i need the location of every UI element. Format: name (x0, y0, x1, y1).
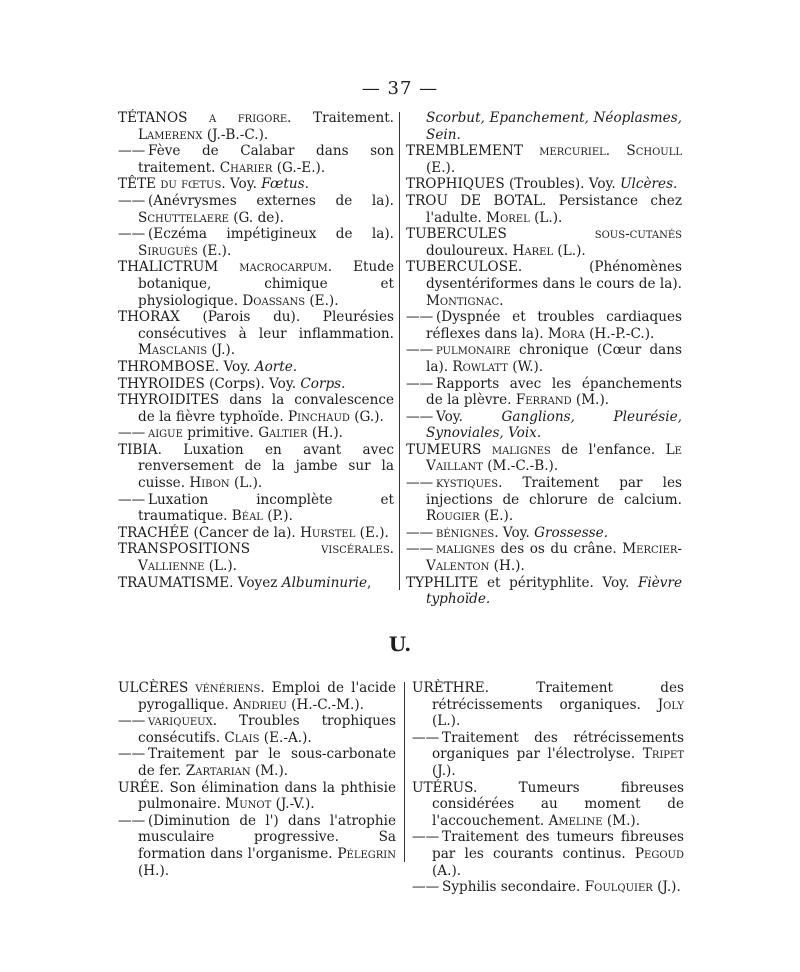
entry-text: Traitement par le sous-carbonate de fer. (138, 746, 396, 779)
entry-text: TÊTE (118, 176, 161, 193)
index-entry (118, 376, 394, 393)
author-or-qualifier: malignes (491, 441, 551, 458)
ditto-dash: —— (406, 524, 434, 541)
index-entry (406, 259, 682, 309)
author-or-qualifier: Galtier (258, 425, 308, 442)
index-entry (118, 425, 394, 442)
index-column-right-bottom (412, 680, 684, 896)
index-entry (406, 409, 682, 442)
index-entry (406, 376, 682, 409)
index-entry (406, 525, 682, 542)
author-or-qualifier: Le Vaillant (426, 441, 682, 475)
entry-text: de l'enfance. (550, 441, 666, 458)
cross-reference: Fièvre typhoïde. (426, 574, 682, 608)
entry-text: . (389, 541, 394, 558)
entry-text: Luxation incomplète et traumatique. (138, 491, 394, 525)
entry-text: (M.-C.-B.). (482, 458, 559, 475)
entry-text: . Voy. (494, 524, 535, 541)
entry-text: Syphilis secondaire. (442, 879, 585, 896)
author-or-qualifier: viscérales (321, 541, 390, 558)
author-or-qualifier: Montignac. (426, 292, 504, 309)
ditto-dash: —— (406, 408, 434, 425)
cross-reference: Albuminurie (281, 574, 368, 591)
index-entry (406, 193, 682, 226)
entry-text: (H.). (307, 425, 343, 442)
entry-text: (L.). (553, 242, 586, 259)
index-entry (118, 309, 394, 359)
entry-text: . Troubles trophiques consécutifs. (138, 713, 396, 746)
entry-text: (E.). (355, 524, 389, 541)
index-entry (412, 829, 684, 879)
index-entry (412, 730, 684, 780)
cross-reference: Scorbut, Epanchement, Néoplasmes, Sein. (426, 110, 682, 143)
author-or-qualifier: Pegoud (634, 845, 684, 862)
ditto-dash: —— (118, 812, 146, 829)
entry-text: (E.). (426, 159, 456, 176)
author-or-qualifier: Rougier (426, 508, 480, 525)
entry-text: chronique (Cœur dans la). (426, 342, 682, 375)
index-entry (118, 575, 394, 592)
entry-text: Traitement des tumeurs fibreuses par les courants continus. (432, 829, 684, 862)
cross-reference: Fœtus. (261, 176, 309, 193)
author-or-qualifier: Rowlatt (452, 358, 508, 375)
ditto-dash: —— (412, 829, 440, 846)
index-entry (118, 780, 396, 813)
entry-text: (W.). (507, 358, 544, 375)
index-entry (118, 193, 394, 226)
entry-text: TRANSPOSITIONS (118, 541, 322, 558)
ditto-dash: —— (118, 425, 146, 442)
index-entry (118, 176, 394, 193)
author-or-qualifier: Schuttelaere (138, 209, 229, 226)
cross-reference: Ulcères. (620, 176, 678, 193)
cross-reference: Grossesse. (534, 524, 609, 541)
entry-text: (H.). (138, 862, 170, 879)
entry-text: TRAUMATISME. Voyez (118, 574, 282, 591)
index-entry (412, 780, 684, 830)
author-or-qualifier: Tripet (642, 746, 684, 763)
author-or-qualifier: Mercier-Valenton (426, 541, 682, 575)
ditto-dash: —— (412, 729, 440, 746)
author-or-qualifier: Ameline (548, 812, 603, 829)
index-entry (406, 176, 682, 193)
index-column-left-top (118, 110, 394, 591)
page-number: — 37 — (361, 78, 439, 99)
ditto-dash: —— (406, 342, 434, 359)
index-entry (118, 359, 394, 376)
entry-text: (Diminution de l') dans l'atrophie musculaire progressive. Sa formation dans l'organisme. (138, 812, 396, 862)
author-or-qualifier: Siruguès (138, 242, 198, 259)
entry-text: (J.). (432, 762, 456, 779)
entry-text: TUMEURS (406, 441, 492, 458)
entry-text: THYROIDITES dans la convalescence de la fièvre typhoïde. (118, 392, 394, 425)
entry-text: (H.-C.-M.). (286, 696, 364, 713)
index-entry (412, 879, 684, 896)
author-or-qualifier: pulmonaire (436, 342, 511, 359)
cross-reference: Aorte. (254, 358, 298, 375)
entry-text: TREMBLEMENT (406, 143, 540, 160)
author-or-qualifier: Foulquier (584, 879, 653, 896)
entry-text: (A.). (432, 862, 462, 879)
index-entry (406, 342, 682, 375)
entry-text: (J.-B.-C.). (202, 126, 269, 143)
entry-text: des os du crâne. (494, 541, 623, 558)
index-entry (406, 442, 682, 475)
entry-text: THROMBOSE. Voy. (118, 358, 255, 375)
entry-text: Rapports avec les épanchements de la plèvre. (426, 375, 682, 409)
author-or-qualifier: bénignes (436, 524, 495, 541)
entry-text: . Traitement. (287, 110, 394, 126)
index-column-right-top (406, 110, 682, 608)
author-or-qualifier: a frigore (209, 110, 288, 126)
entry-text: (H.). (489, 558, 525, 575)
entry-text: , (367, 574, 372, 591)
index-entry (118, 746, 396, 779)
author-or-qualifier: Ferrand (515, 392, 572, 409)
entry-text: TROPHIQUES (Troubles). Voy. (406, 176, 621, 193)
author-or-qualifier: Schoull (626, 143, 682, 160)
entry-text: UTÉRUS. Tumeurs fibreuses considérées au moment de l'accouchement. (412, 779, 684, 829)
author-or-qualifier: Harel (512, 242, 554, 259)
author-or-qualifier: Lamerenx (138, 126, 203, 143)
entry-text: . Emploi de l'acide pyrogallique. (138, 680, 396, 713)
entry-text: Traitement des rétrécissements organiques par l'électrolyse. (432, 729, 684, 763)
entry-text: THALICTRUM (118, 259, 240, 276)
entry-text: (M.). (250, 762, 289, 779)
entry-text: (L.). (529, 209, 563, 226)
index-entry (118, 713, 396, 746)
author-or-qualifier: Doassans (242, 292, 306, 309)
entry-text: (Dyspnée et troubles cardiaques réflexes dans la). (426, 309, 682, 342)
author-or-qualifier: aigue (148, 425, 183, 442)
author-or-qualifier: Zartarian (185, 762, 251, 779)
ditto-dash: —— (118, 746, 146, 763)
author-or-qualifier: Hibon (189, 475, 230, 492)
entry-text: TÉTANOS (118, 110, 209, 126)
entry-text: TRACHÉE (Cancer de la). (118, 524, 301, 541)
entry-text: Voy. (436, 408, 502, 425)
entry-text: (L.). (204, 558, 237, 575)
entry-text: (J.-V.). (271, 796, 315, 813)
entry-text: . (605, 143, 627, 160)
entry-text: (M.). (602, 812, 641, 829)
ditto-dash: —— (118, 226, 146, 243)
entry-text: TROU DE BOTAL. Persistance chez l'adulte. (406, 192, 682, 226)
index-entry (118, 680, 396, 713)
index-entry (118, 226, 394, 259)
entry-text: TUBERCULES (406, 226, 595, 243)
entry-text: (Anévrysmes externes de la). (148, 192, 394, 209)
index-entry (406, 110, 682, 143)
author-or-qualifier: Hurstel (300, 524, 356, 541)
entry-text: THYROIDES (Corps). Voy. (118, 375, 301, 392)
entry-text: Fève de Calabar dans son traitement. (138, 143, 394, 176)
index-entry (118, 259, 394, 309)
author-or-qualifier: Pinchaud (288, 408, 350, 425)
author-or-qualifier: mercuriel (539, 143, 606, 160)
entry-text: primitive. (182, 425, 259, 442)
entry-text: URÉE. Son élimination dans la phthisie pulmonaire. (118, 779, 396, 813)
entry-text: TUBERCULOSE. (Phénomènes dysentériformes dans le cours de la). (406, 259, 682, 292)
index-entry (118, 525, 394, 542)
index-column-left-bottom (118, 680, 396, 879)
author-or-qualifier: Vallienne (138, 558, 205, 575)
index-entry (118, 813, 396, 879)
author-or-qualifier: Andrieu (233, 696, 287, 713)
entry-text: (J.). (652, 879, 681, 896)
author-or-qualifier: malignes (436, 541, 495, 558)
entry-text: (Eczéma impétigineux de la). (148, 226, 394, 243)
entry-text: TYPHLITE et pérityphlite. Voy. (406, 574, 638, 591)
ditto-dash: —— (406, 541, 434, 558)
entry-text: (E.). (305, 292, 339, 309)
index-entry (406, 475, 682, 525)
author-or-qualifier: Pélegrin (337, 845, 396, 862)
cross-reference: Ganglions, Pleurésie, Synoviales, Voix. (426, 408, 682, 442)
index-entry (118, 143, 394, 176)
column-divider-bottom (404, 682, 405, 862)
author-or-qualifier: Clais (224, 729, 260, 746)
author-or-qualifier: Munot (225, 796, 272, 813)
entry-text: (P.). (262, 508, 293, 525)
ditto-dash: —— (406, 309, 434, 326)
entry-text: (H.-P.-C.). (584, 325, 655, 342)
author-or-qualifier: Masclanis (138, 342, 208, 359)
entry-text: (E.). (197, 242, 232, 259)
index-entry (406, 541, 682, 574)
ditto-dash: —— (118, 713, 146, 730)
entry-text: ULCÈRES (118, 680, 196, 696)
index-entry (118, 110, 394, 143)
section-heading-u: U. (388, 632, 412, 656)
author-or-qualifier: Mora (547, 325, 585, 342)
entry-text: URÈTHRE. Traitement des rétrécissements organiques. (412, 680, 684, 713)
entry-text: (M.). (571, 392, 610, 409)
author-or-qualifier: variqueux (148, 713, 213, 730)
entry-text: (E.). (479, 508, 514, 525)
entry-text: . Traitement par les injections de chlorure de calcium. (426, 475, 682, 508)
author-or-qualifier: Béal (231, 508, 263, 525)
ditto-dash: —— (118, 491, 146, 508)
index-entry (406, 226, 682, 259)
entry-text: . Etude botanique, chimique et physiologique. (138, 259, 394, 309)
author-or-qualifier: vénériens (195, 680, 261, 696)
index-entry (118, 392, 394, 425)
entry-text: (G.-E.). (272, 159, 326, 176)
entry-text: (G.). (349, 408, 384, 425)
index-entry (412, 680, 684, 730)
author-or-qualifier: du fœtus (160, 176, 222, 193)
entry-text: . Voy. (221, 176, 262, 193)
index-entry (406, 143, 682, 176)
author-or-qualifier: macrocarpum (239, 259, 328, 276)
index-entry (118, 492, 394, 525)
cross-reference: Corps. (300, 375, 346, 392)
column-divider-top (399, 112, 400, 590)
ditto-dash: —— (412, 879, 440, 896)
ditto-dash: —— (406, 375, 434, 392)
ditto-dash: —— (406, 475, 434, 492)
index-entry (118, 442, 394, 492)
entry-text: douloureux. (426, 242, 513, 259)
entry-text: (L.). (432, 713, 461, 730)
entry-text: TIBIA. Luxation en avant avec renversement de la jambe sur la cuisse. (118, 441, 394, 492)
entry-text: (E.-A.). (259, 729, 312, 746)
index-entry (406, 575, 682, 608)
index-entry (406, 309, 682, 342)
entry-text: (J.). (207, 342, 236, 359)
author-or-qualifier: sous-cutanés (594, 226, 682, 243)
entry-text: (G. de). (228, 209, 284, 226)
ditto-dash: —— (118, 143, 146, 160)
author-or-qualifier: Morel (486, 209, 530, 226)
author-or-qualifier: Charier (219, 159, 273, 176)
entry-text: (L.). (229, 475, 263, 492)
index-entry (118, 541, 394, 574)
author-or-qualifier: Joly (657, 696, 684, 713)
ditto-dash: —— (118, 192, 146, 209)
author-or-qualifier: kystiques (436, 475, 499, 492)
entry-text: THORAX (Parois du). Pleurésies consécutives à leur inflammation. (118, 309, 394, 342)
